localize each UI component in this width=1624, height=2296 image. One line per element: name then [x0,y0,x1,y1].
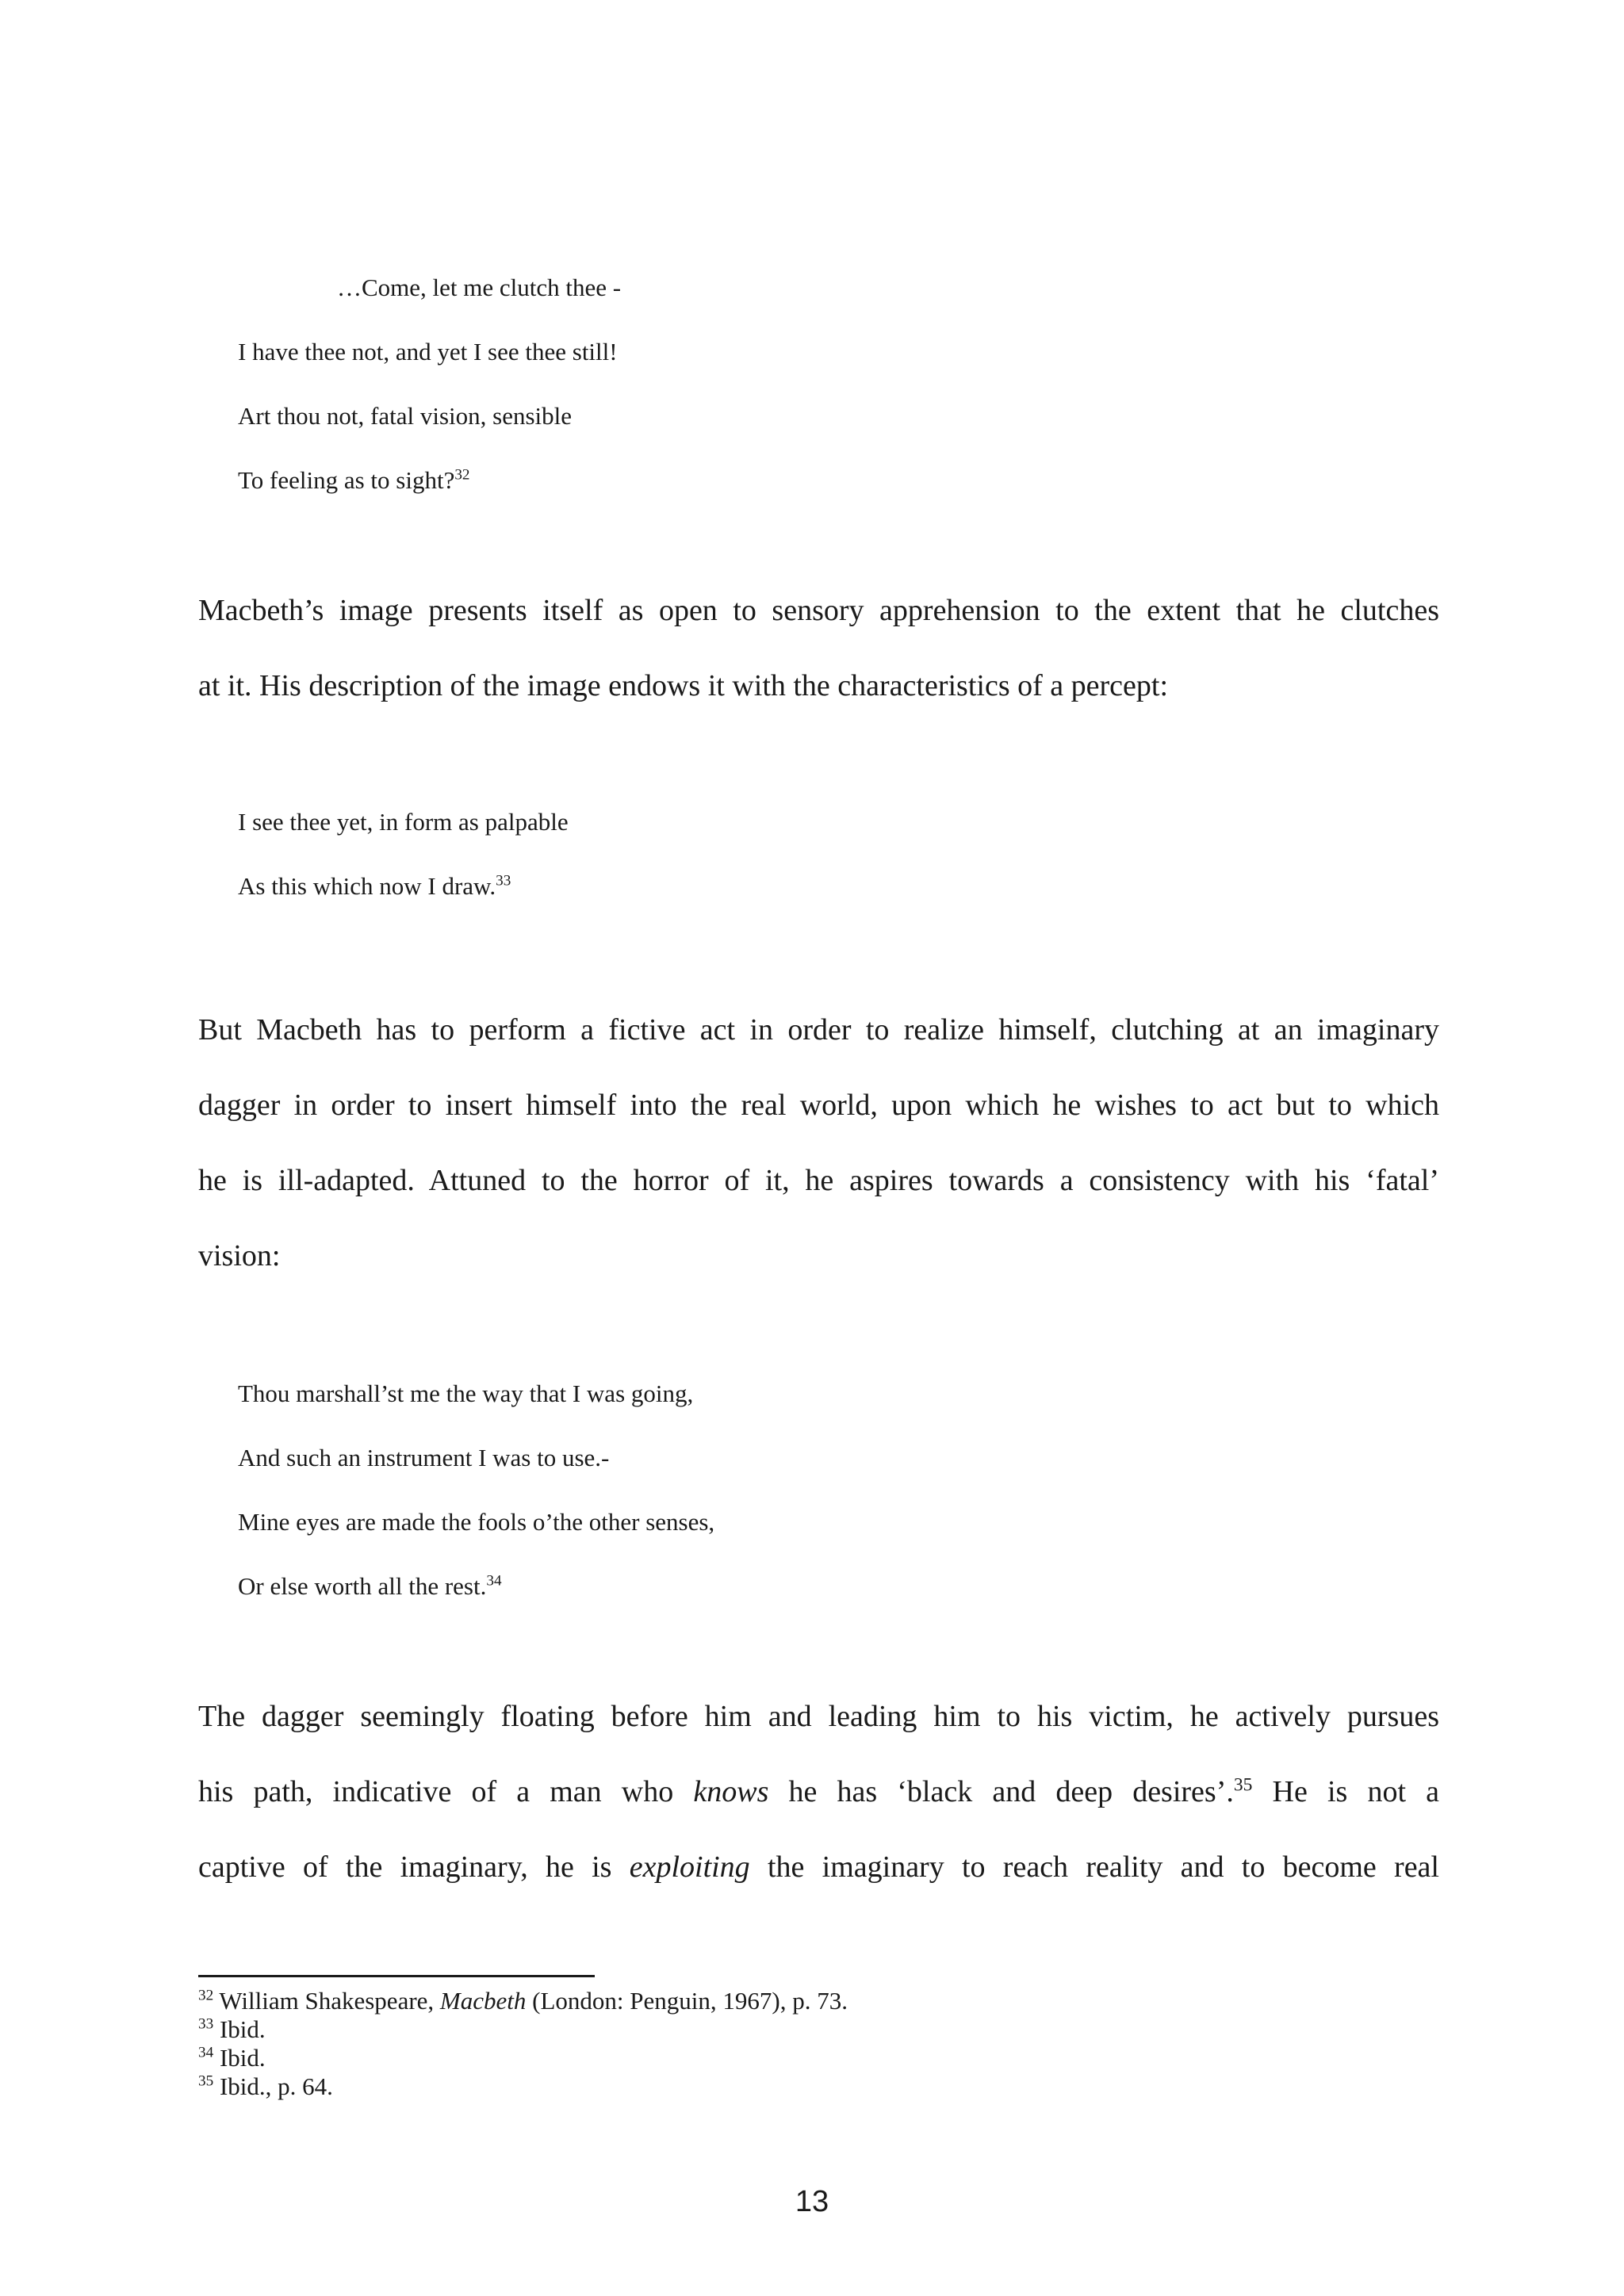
quote-line: …Come, let me clutch thee - [337,274,622,301]
footnote: $^{35}$ Ibid., p. 64. [198,2072,333,2100]
footnote: $^{33}$ Ibid. [198,2015,266,2043]
body-line: vision: [198,1239,281,1272]
body-line: at it. His description of the image endows it with the characteristics of a percept: [198,669,1168,702]
footnote-separator [198,1975,595,1977]
body-line: captive of the imaginary, he is exploiting the imaginary to reach reality and to become real [198,1850,1439,1884]
quote-line: I see thee yet, in form as palpable [238,808,569,836]
quote-line: To feeling as to sight?$^{32}$ [238,466,470,494]
footnote-ref: 33 [496,872,511,890]
quote-line: I have thee not, and yet I see thee still! [238,338,618,365]
body-line: dagger in order to insert himself into the real world, upon which he wishes to act but to which [198,1089,1439,1122]
page-number: 13 [795,2185,829,2218]
quote-line: Mine eyes are made the fools o’the other senses, [238,1508,715,1536]
body-line: But Macbeth has to perform a fictive act in order to realize himself, clutching at an imaginary [198,1013,1439,1047]
body-line: he is ill-adapted. Attuned to the horror of it, he aspires towards a consistency with his ‘fatal’ [198,1164,1439,1197]
quote-line: Or else worth all the rest.$^{34}$ [238,1572,502,1600]
quote-line: Thou marshall’st me the way that I was going, [238,1380,694,1407]
footnote: $^{32}$ William Shakespeare, Macbeth (London: Penguin, 1967), p. 73. [198,1987,848,2015]
quote-line: As this which now I draw.$^{33}$ [238,872,511,900]
body-line: Macbeth’s image presents itself as open to sensory apprehension to the extent that he clutches [198,594,1439,627]
footnote: $^{34}$ Ibid. [198,2044,266,2072]
body-line: his path, indicative of a man who knows he has ‘black and deep desires’.$^{35}$ He is not a [198,1774,1439,1808]
body-line: The dagger seemingly floating before him and leading him to his victim, he actively pursues [198,1700,1439,1733]
footnote-ref: 34 [486,1572,502,1590]
footnote-ref: 32 [454,466,470,484]
quote-line: Art thou not, fatal vision, sensible [238,402,573,430]
emphasis-text: knows [693,1775,769,1808]
quote-line: And such an instrument I was to use.- [238,1444,610,1471]
footnote-ref: 35 [1233,1774,1253,1796]
emphasis-text: exploiting [629,1850,750,1884]
